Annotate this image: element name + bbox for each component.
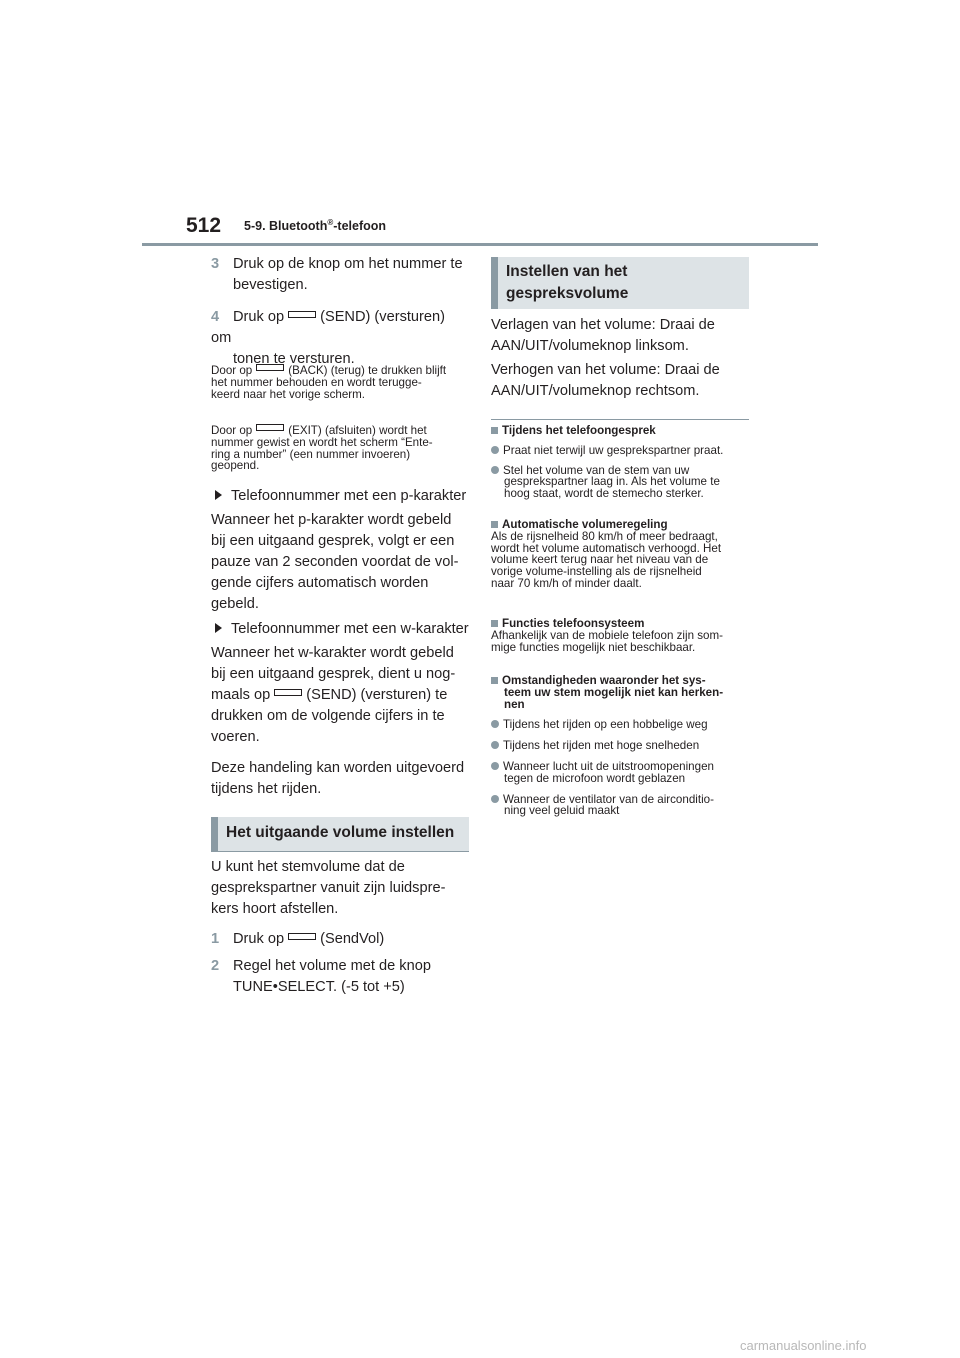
- exit-button-icon: [256, 424, 284, 431]
- p-character-heading: [211, 486, 469, 507]
- round-bullet-icon: [491, 795, 499, 803]
- step-text: TUNE•SELECT. (-5 tot +5): [233, 979, 405, 995]
- body-line: U kunt het stemvolume dat de: [211, 859, 405, 875]
- square-bullet-icon: [491, 677, 498, 684]
- note-text: het nummer behouden en wordt terugge-: [211, 375, 422, 389]
- step-text: (SEND) (versturen) om: [211, 309, 445, 346]
- subheading-text: Telefoonnummer met een w-karakter: [231, 621, 469, 637]
- phone-functions-section: [491, 618, 749, 653]
- body-line: AAN/UIT/volumeknop linksom.: [491, 338, 689, 354]
- note-line: wordt het volume automatisch verhoogd. Het: [491, 541, 722, 555]
- sendvol-button-icon: [288, 933, 316, 940]
- section-heading: Het uitgaande volume instellen: [226, 824, 455, 841]
- body-line: (SEND) (versturen) te: [306, 687, 448, 703]
- body-line: bij een uitgaand gesprek, dient u nog-: [211, 666, 456, 682]
- step-text: bevestigen.: [233, 277, 308, 293]
- body-line: kers hoort afstellen.: [211, 901, 339, 917]
- section-title-suffix: -telefoon: [333, 219, 387, 234]
- step-3: [211, 254, 469, 296]
- note-line: volume keert terug naar het niveau van de: [491, 553, 709, 567]
- voice-recognition-section: [491, 675, 749, 817]
- step-number: 1: [211, 931, 220, 947]
- bullet-text: Tijdens het rijden op een hobbelige weg: [503, 718, 708, 732]
- round-bullet-icon: [491, 466, 499, 474]
- step-text: Druk op: [233, 309, 285, 325]
- send-button-icon: [288, 311, 316, 318]
- divider: [491, 419, 749, 420]
- step-text: Druk op de knop om het nummer te: [233, 256, 463, 272]
- section-heading: Instellen van het: [506, 263, 628, 280]
- step-text: Regel het volume met de knop: [233, 958, 431, 974]
- back-button-icon: [256, 364, 284, 371]
- body-line: maals op: [211, 687, 271, 703]
- note-text: (EXIT) (afsluiten) wordt het: [288, 424, 427, 437]
- p-character-text: [211, 510, 469, 615]
- raise-volume-text: [491, 360, 749, 402]
- note-exit: [211, 424, 469, 472]
- outgoing-volume-heading-box: [211, 817, 469, 852]
- body-line: voeren.: [211, 729, 260, 745]
- body-line: drukken om de volgende cijfers in te: [211, 708, 445, 724]
- bullet-text: Wanneer de ventilator van de airconditio-: [503, 792, 714, 806]
- note-line: mige functies mogelijk niet beschikbaar.: [491, 640, 696, 654]
- subheading-text: Telefoonnummer met een p-karakter: [231, 488, 467, 504]
- body-line: Verlagen van het volume: Draai de: [491, 317, 715, 333]
- bullet-text: tegen de microfoon wordt geblazen: [504, 771, 686, 785]
- bullet-text: Stel het volume van de stem van uw: [503, 463, 690, 477]
- note-text: nummer gewist en wordt het scherm “Ente-: [211, 435, 433, 449]
- body-line: AAN/UIT/volumeknop rechtsom.: [491, 383, 700, 399]
- page-number: 512: [186, 214, 222, 237]
- bullet-text: Tijdens het rijden met hoge snelheden: [503, 739, 700, 753]
- body-line: tijdens het rijden.: [211, 781, 322, 797]
- body-line: gebeld.: [211, 596, 259, 612]
- body-line: Wanneer het p-karakter wordt gebeld: [211, 512, 452, 528]
- note-line: Afhankelijk van de mobiele telefoon zijn som-: [491, 628, 723, 642]
- step-number: 2: [211, 958, 220, 974]
- square-bullet-icon: [491, 521, 498, 528]
- step-number: 3: [211, 256, 220, 272]
- note-text: geopend.: [211, 459, 260, 473]
- note-text: keerd naar het vorige scherm.: [211, 387, 366, 401]
- w-character-text: [211, 643, 469, 748]
- w-character-heading: [211, 619, 469, 640]
- step-text: Druk op: [233, 931, 285, 947]
- bullet-text: Wanneer lucht uit de uitstroomopeningen: [503, 759, 714, 773]
- note-text: (BACK) (terug) te drukken blijft: [288, 364, 447, 377]
- triangle-bullet-icon: [215, 490, 222, 500]
- round-bullet-icon: [491, 446, 499, 454]
- step-2: [211, 956, 469, 998]
- bullet-text: Praat niet terwijl uw gesprekspartner praat.: [503, 443, 724, 457]
- drive-note: [211, 758, 469, 800]
- note-back: [211, 364, 469, 400]
- bullet-text: ning veel geluid maakt: [504, 804, 620, 818]
- note-title: Tijdens het telefoongesprek: [502, 424, 656, 437]
- round-bullet-icon: [491, 762, 499, 770]
- auto-volume-section: [491, 519, 749, 590]
- step-text: tonen te versturen.: [233, 351, 355, 367]
- body-line: bij een uitgaand gesprek, volgt er een: [211, 533, 455, 549]
- note-text: ring a number” (een nummer invoeren): [211, 447, 411, 461]
- step-text: (SendVol): [320, 931, 385, 947]
- note-text: Door op: [211, 364, 253, 377]
- body-line: Deze handeling kan worden uitgevoerd: [211, 760, 465, 776]
- lower-volume-text: [491, 315, 749, 357]
- note-text: Door op: [211, 424, 253, 437]
- triangle-bullet-icon: [215, 623, 222, 633]
- header-rule: [142, 243, 818, 246]
- during-call-section: [491, 425, 749, 500]
- note-line: naar 70 km/h of minder daalt.: [491, 576, 642, 590]
- note-title: Omstandigheden waaronder het sys-: [502, 674, 706, 687]
- section-title-prefix: 5-9. Bluetooth: [244, 219, 328, 234]
- round-bullet-icon: [491, 741, 499, 749]
- body-line: Verhogen van het volume: Draai de: [491, 362, 720, 378]
- body-line: pauze van 2 seconden voordat de vol-: [211, 554, 459, 570]
- bullet-text: gesprekspartner laag in. Als het volume te: [504, 475, 720, 489]
- body-line: Wanneer het w-karakter wordt gebeld: [211, 645, 454, 661]
- registered-mark: ®: [327, 218, 334, 227]
- step-number: 4: [211, 309, 220, 325]
- body-line: gende cijfers automatisch worden: [211, 575, 429, 591]
- note-line: vorige volume-instelling als de rijsnelheid: [491, 565, 702, 579]
- body-line: gesprekspartner vanuit zijn luidspre-: [211, 880, 446, 896]
- note-line: Als de rijsnelheid 80 km/h of meer bedraagt,: [491, 529, 718, 543]
- outgoing-volume-text: [211, 857, 469, 920]
- note-title: Functies telefoonsysteem: [502, 617, 645, 630]
- round-bullet-icon: [491, 720, 499, 728]
- note-title: teem uw stem mogelijk niet kan herken-: [504, 685, 724, 699]
- note-title: nen: [504, 697, 525, 711]
- call-volume-heading-box: [491, 257, 749, 309]
- step-1: [211, 929, 469, 950]
- watermark: carmanualsonline.info: [740, 1338, 867, 1353]
- square-bullet-icon: [491, 427, 498, 434]
- step-4: [211, 307, 469, 370]
- section-heading: gespreksvolume: [506, 285, 629, 302]
- square-bullet-icon: [491, 620, 498, 627]
- section-title: [244, 218, 386, 233]
- note-title: Automatische volumeregeling: [502, 518, 668, 531]
- send-button-icon: [274, 689, 302, 696]
- bullet-text: hoog staat, wordt de stemecho sterker.: [504, 487, 704, 501]
